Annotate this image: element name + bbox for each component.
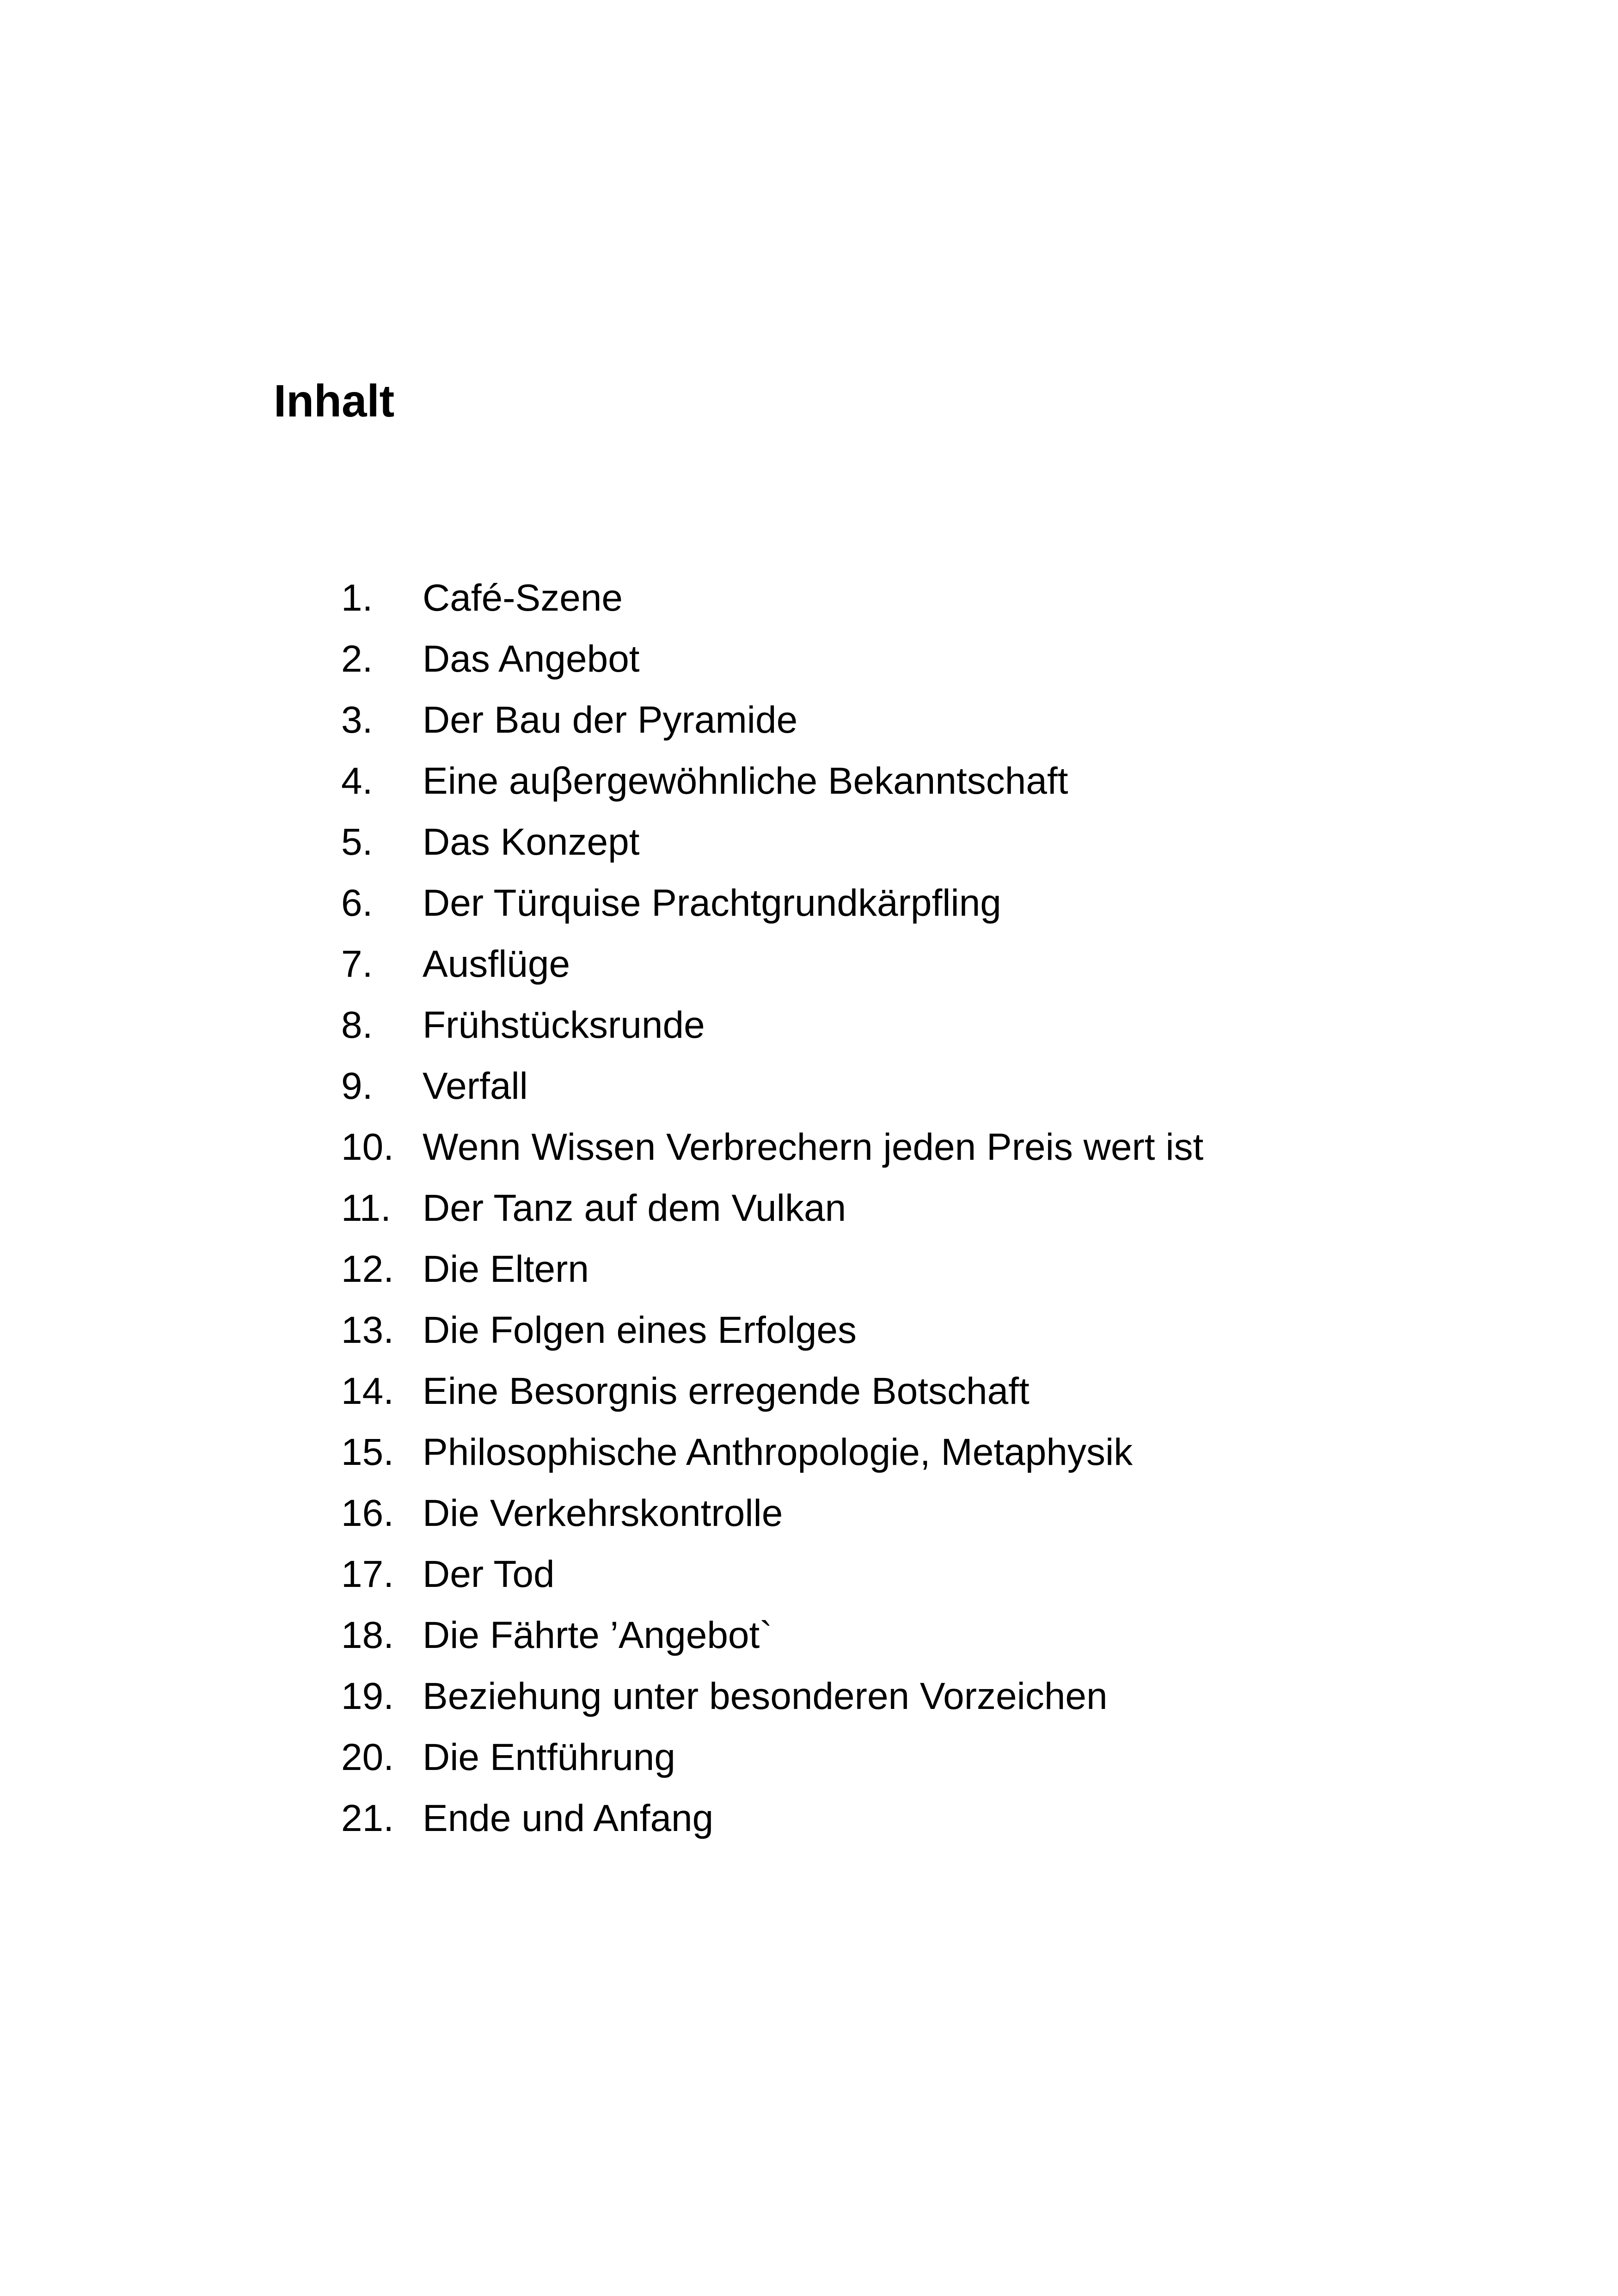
toc-entry-number: 13. — [341, 1309, 394, 1351]
toc-entry-number: 5. — [341, 821, 373, 863]
toc-entry-number: 11. — [341, 1187, 391, 1229]
toc-entry-title: Eine auβergewöhnliche Bekanntschaft — [423, 760, 1068, 802]
toc-entry-title: Die Eltern — [423, 1248, 589, 1290]
toc-entry — [341, 1788, 1203, 1849]
toc-entry-title: Der Bau der Pyramide — [423, 699, 798, 741]
toc-entry — [341, 1727, 1203, 1788]
toc-entry-title: Der Türquise Prachtgrundkärpfling — [423, 882, 1001, 924]
toc-entry-title: Die Folgen eines Erfolges — [423, 1309, 857, 1351]
toc-entry-number: 7. — [341, 943, 373, 985]
toc-entry — [341, 1117, 1203, 1178]
toc-entry — [341, 751, 1203, 812]
toc-entry-title: Das Konzept — [423, 821, 640, 863]
toc-entry-title: Ende und Anfang — [423, 1797, 714, 1839]
toc-entry — [341, 812, 1203, 873]
toc-entry-number: 9. — [341, 1065, 373, 1107]
toc-entry-title: Philosophische Anthropologie, Metaphysik — [423, 1431, 1133, 1473]
toc-entry-number: 17. — [341, 1553, 394, 1595]
toc-entry — [341, 995, 1203, 1056]
toc-entry-number: 3. — [341, 699, 373, 741]
toc-entry-number: 8. — [341, 1004, 373, 1046]
toc-entry-number: 4. — [341, 760, 373, 802]
toc-entry — [341, 1361, 1203, 1422]
toc-entry — [341, 1300, 1203, 1361]
toc-entry-number: 1. — [341, 577, 373, 619]
toc-entry-number: 2. — [341, 638, 373, 680]
toc-entry-number: 20. — [341, 1736, 394, 1778]
toc-entry-title: Die Fährte ’Angebot` — [423, 1614, 772, 1656]
toc-entry-title: Der Tanz auf dem Vulkan — [423, 1187, 846, 1229]
toc-entry-number: 21. — [341, 1797, 394, 1839]
toc-entry — [341, 1483, 1203, 1544]
toc-entry-title: Beziehung unter besonderen Vorzeichen — [423, 1675, 1108, 1717]
table-of-contents — [341, 568, 1203, 1849]
toc-entry — [341, 1605, 1203, 1666]
toc-entry-number: 6. — [341, 882, 373, 924]
toc-entry-title: Frühstücksrunde — [423, 1004, 705, 1046]
toc-entry-number: 14. — [341, 1370, 394, 1412]
toc-entry — [341, 1056, 1203, 1117]
toc-entry — [341, 629, 1203, 690]
toc-entry-title: Wenn Wissen Verbrechern jeden Preis wert ist — [423, 1126, 1204, 1168]
toc-entry — [341, 568, 1203, 629]
toc-entry-title: Verfall — [423, 1065, 528, 1107]
toc-entry-title: Ausflüge — [423, 943, 570, 985]
toc-entry-number: 16. — [341, 1492, 394, 1534]
toc-entry-title: Die Entführung — [423, 1736, 676, 1778]
toc-entry-number: 15. — [341, 1431, 394, 1473]
toc-entry-number: 10. — [341, 1126, 394, 1168]
toc-entry-number: 19. — [341, 1675, 394, 1717]
toc-entry — [341, 1544, 1203, 1605]
toc-entry — [341, 690, 1203, 751]
toc-entry — [341, 1422, 1203, 1483]
toc-entry-title: Die Verkehrskontrolle — [423, 1492, 783, 1534]
toc-entry-title: Der Tod — [423, 1553, 555, 1595]
toc-entry — [341, 1239, 1203, 1300]
toc-entry-title: Café-Szene — [423, 577, 623, 619]
toc-entry — [341, 934, 1203, 995]
toc-entry — [341, 1666, 1203, 1727]
toc-entry-title: Eine Besorgnis erregende Botschaft — [423, 1370, 1030, 1412]
toc-entry-number: 18. — [341, 1614, 394, 1656]
toc-entry — [341, 873, 1203, 934]
toc-entry-number: 12. — [341, 1248, 394, 1290]
page-title: Inhalt — [274, 375, 395, 426]
toc-entry-title: Das Angebot — [423, 638, 640, 680]
toc-entry — [341, 1178, 1203, 1239]
